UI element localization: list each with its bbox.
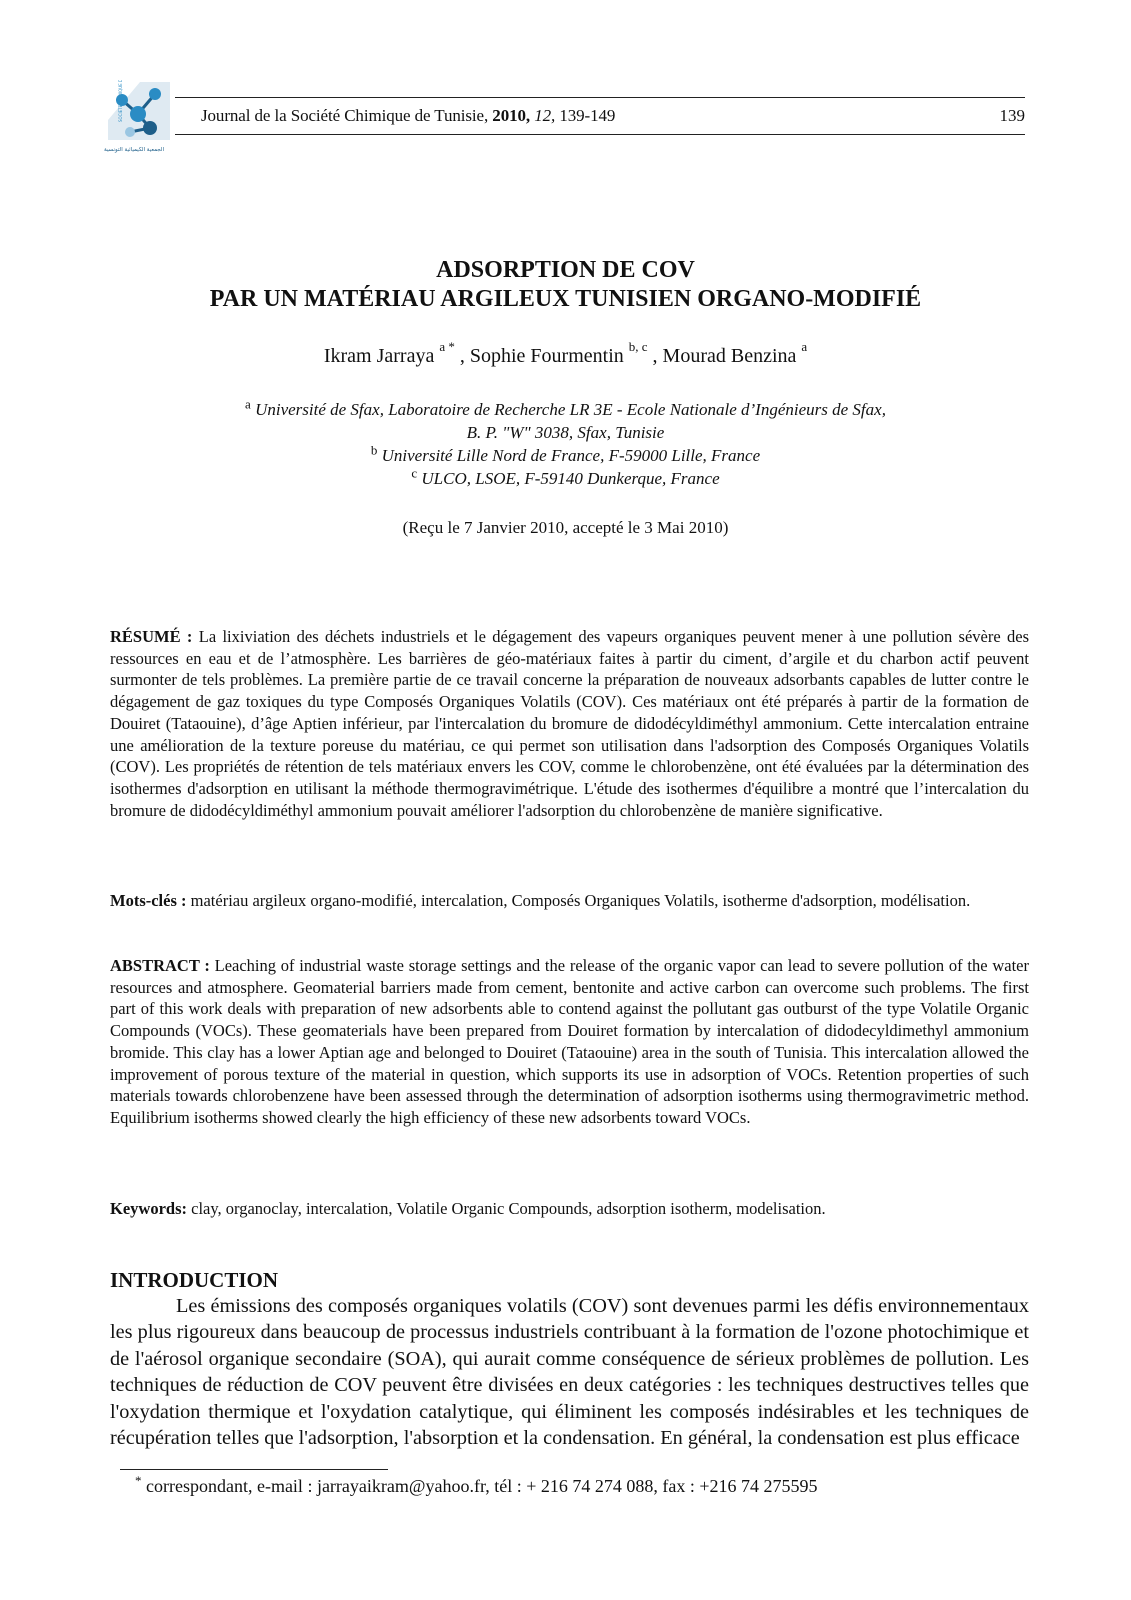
- keywords-label: Keywords:: [110, 1199, 187, 1218]
- keywords-paragraph: [110, 1198, 1029, 1220]
- footnote-rule: [120, 1469, 388, 1470]
- page-number: 139: [999, 106, 1025, 125]
- affiliation-a-line2: B. P. "W" 3038, Sfax, Tunisie: [466, 423, 665, 442]
- footnote: [135, 1473, 818, 1497]
- affiliation-b-sup: b: [370, 442, 378, 458]
- author-2-sup: b, c: [628, 339, 648, 355]
- introduction-heading: INTRODUCTION: [110, 1268, 279, 1292]
- affiliations: [0, 398, 1131, 490]
- journal-pages: 139-149: [559, 106, 616, 125]
- journal-year: 2010,: [492, 106, 531, 125]
- author-2: , Sophie Fourmentin: [459, 345, 624, 367]
- author-1: Ikram Jarraya: [323, 345, 435, 367]
- resume-label: RÉSUMÉ :: [110, 627, 193, 646]
- mots-cles-label: Mots-clés :: [110, 891, 187, 910]
- abstract-paragraph: [110, 955, 1029, 1129]
- affiliation-b-line: Université Lille Nord de France, F-59000 Lille, France: [381, 446, 761, 465]
- journal-volume: 12,: [534, 106, 556, 125]
- footnote-text: correspondant, e-mail : jarrayaikram@yahoo.fr, tél : + 216 74 274 088, fax : +216 74 275595: [146, 1476, 818, 1496]
- author-1-sup: a *: [439, 339, 455, 355]
- journal-citation: [201, 106, 615, 126]
- logo-arabic-text: الجمعية الكيميائية التونسية: [104, 147, 164, 153]
- author-3-sup: a: [801, 339, 808, 355]
- received-dates: (Reçu le 7 Janvier 2010, accepté le 3 Mai 2010): [402, 518, 729, 537]
- molecule-logo-icon: [100, 80, 172, 155]
- affiliation-a: [0, 398, 1131, 421]
- abstract-text: Leaching of industrial waste storage settings and the release of the organic vapor can lead to severe pollution of the water resources and atmosphere. Geomaterial barriers made from cement, bentonite and active carbon can overcome such problems. The first part of this work deals with preparation of new adsorbents able to contend against the pollutant gas outburst of the type Volatile Organic Compounds (VOCs). These geomaterials have been prepared from Douiret formation by intercalation of didodecyldimethyl ammonium bromide. This clay has a lower Aptian age and belonged to Douiret (Tataouine) area in the south of Tunisia. This intercalation allowed the improvement of porous texture of the material in question, which supports its use in adsorption of VOCs. Retention properties of such materials towards chlorobenzene have been assessed through the determination of adsorption isotherms using thermogravimetric method. Equilibrium isotherms showed clearly the high efficiency of these new adsorbents toward VOCs.: [110, 956, 1029, 1127]
- affiliation-a-line1: Université de Sfax, Laboratoire de Recherche LR 3E - Ecole Nationale d’Ingénieurs de Sfax,: [255, 400, 886, 419]
- affiliation-c-line: ULCO, LSOE, F-59140 Dunkerque, France: [421, 469, 720, 488]
- society-logo: [100, 80, 172, 155]
- header-rule-top: [175, 97, 1025, 98]
- affiliation-b: [0, 444, 1131, 467]
- journal-name: Journal de la Société Chimique de Tunisie,: [201, 106, 489, 125]
- mots-cles-text: matériau argileux organo-modifié, intercalation, Composés Organiques Volatils, isotherme d'adsorption, modélisation.: [190, 891, 971, 910]
- affiliation-c-sup: c: [411, 465, 418, 481]
- mots-cles-paragraph: [110, 890, 1029, 912]
- affiliation-c: [0, 467, 1131, 490]
- title-line-1: ADSORPTION DE COV: [436, 257, 695, 283]
- resume-text: La lixiviation des déchets industriels et le dégagement des vapeurs organiques peuvent mener à une pollution sévère des ressources en eau et de l’atmosphère. Les barrières de géo-matériaux faites à partir du ciment, d’argile et du charbon actif peuvent surmonter de tels problèmes. La première partie de ce travail concerne la préparation de nouveaux adsorbants capables de lutter contre le dégagement de gaz toxiques du type Composés Organiques Volatils (COV). Ces matériaux ont été préparés à partir de la formation de Douiret (Tataouine), d’âge Aptien inférieur, par l'intercalation du bromure de didodécyldiméthyl ammonium. Cette intercalation entraine une amélioration de la texture poreuse du matériau, ce qui permet son utilisation dans l'adsorption des Composés Organiques Volatils (COV). Les propriétés de rétention de tels matériaux envers les COV, comme le chlorobenzène, ont été évaluées par la détermination des isothermes d'adsorption en utilisant la méthode thermogravimétrique. L'étude des isothermes d'équilibre a montré que l’intercalation du bromure de didodécyldiméthyl ammonium pouvait améliorer l'adsorption du chlorobenzène de manière significative.: [110, 627, 1029, 820]
- resume-paragraph: [110, 626, 1029, 821]
- paper-title: [0, 256, 1131, 314]
- logo-text: SOCIETE CHIMIQUE DE TUNISIE: [118, 80, 123, 122]
- authors: [0, 339, 1131, 368]
- introduction-text: Les émissions des composés organiques volatils (COV) sont devenues parmi les défis environnementaux les plus rigoureux dans beaucoup de processus industriels contribuant à la formation de l'ozone photochimique et de l'aérosol organique secondaire (SOA), qui aurait comme conséquence de sérieux problèmes de pollution. Les techniques de réduction de COV peuvent être divisées en deux catégories : les techniques destructives telles que l'oxydation thermique et l'oxydation catalytique, qui éliminent les composés indésirables et les techniques de récupération telles que l'adsorption, l'absorption et la condensation. En général, la condensation est plus efficace: [110, 1295, 1029, 1450]
- header-rule-bottom: [175, 134, 1025, 135]
- author-3: , Mourad Benzina: [652, 345, 797, 367]
- affiliation-a-sup: a: [245, 396, 251, 412]
- keywords-text: clay, organoclay, intercalation, Volatile Organic Compounds, adsorption isotherm, modelisation.: [191, 1199, 826, 1218]
- title-line-2: PAR UN MATÉRIAU ARGILEUX TUNISIEN ORGANO-MODIFIÉ: [209, 286, 922, 312]
- abstract-label: ABSTRACT :: [110, 956, 210, 975]
- footnote-marker: *: [135, 1473, 142, 1488]
